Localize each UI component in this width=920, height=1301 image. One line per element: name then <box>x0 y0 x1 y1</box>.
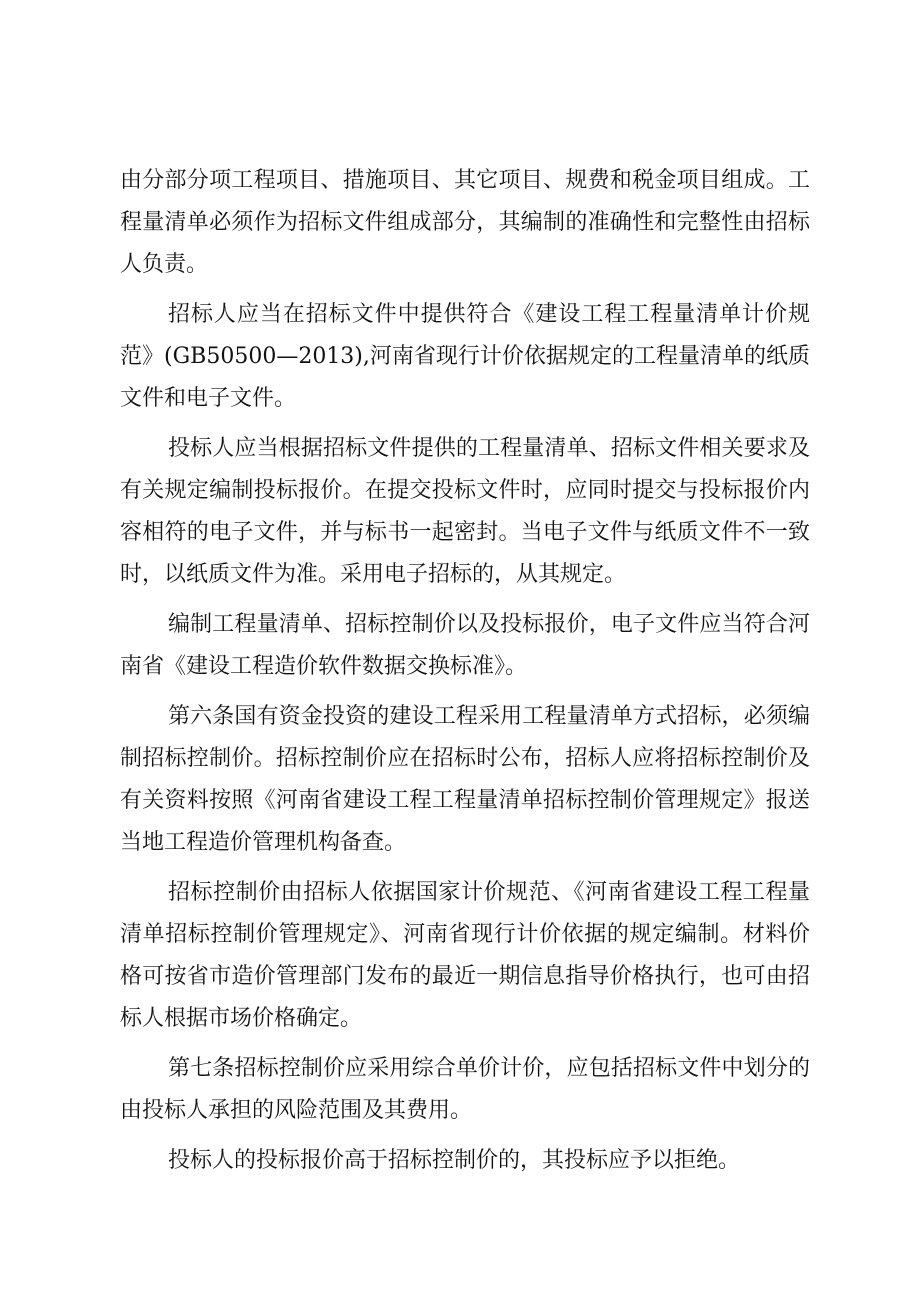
paragraph-8: 投标人的投标报价高于招标控制价的，其投标应予以拒绝。 <box>168 1148 741 1173</box>
document-page <box>120 160 810 1182</box>
paragraph-6: 招标控制价由招标人依据国家计价规范、《河南省建设工程工程量清单招标控制价管理规定》、河南省现行计价依据的规定编制。材料价格可按省市造价管理部门发布的最近一期信息指导价格执行，也可由招标人根据市场价格确定。 <box>120 880 810 1031</box>
paragraph-1: 由分部分项工程项目、措施项目、其它项目、规费和税金项目组成。工程量清单必须作为招标文件组成部分，其编制的准确性和完整性由招标人负责。 <box>120 168 810 277</box>
paragraph-3: 投标人应当根据招标文件提供的工程量清单、招标文件相关要求及有关规定编制投标报价。在提交投标文件时，应同时提交与投标报价内容相符的电子文件，并与标书一起密封。当电子文件与纸质文件不一致时，以纸质文件为准。采用电子招标的，从其规定。 <box>120 436 810 587</box>
paragraph-article-6: 第六条国有资金投资的建设工程采用工程量清单方式招标，必须编制招标控制价。招标控制价应在招标时公布，招标人应将招标控制价及有关资料按照《河南省建设工程工程量清单招标控制价管理规定》报送当地工程造价管理机构备查。 <box>120 704 810 855</box>
paragraph-article-7: 第七条招标控制价应采用综合单价计价，应包括招标文件中划分的由投标人承担的风险范围及其费用。 <box>120 1056 810 1123</box>
paragraph-2: 招标人应当在招标文件中提供符合《建设工程工程量清单计价规范》(GB50500—2013),河南省现行计价依据规定的工程量清单的纸质文件和电子文件。 <box>120 302 810 411</box>
paragraph-4: 编制工程量清单、招标控制价以及投标报价，电子文件应当符合河南省《建设工程造价软件数据交换标准》。 <box>120 612 810 679</box>
